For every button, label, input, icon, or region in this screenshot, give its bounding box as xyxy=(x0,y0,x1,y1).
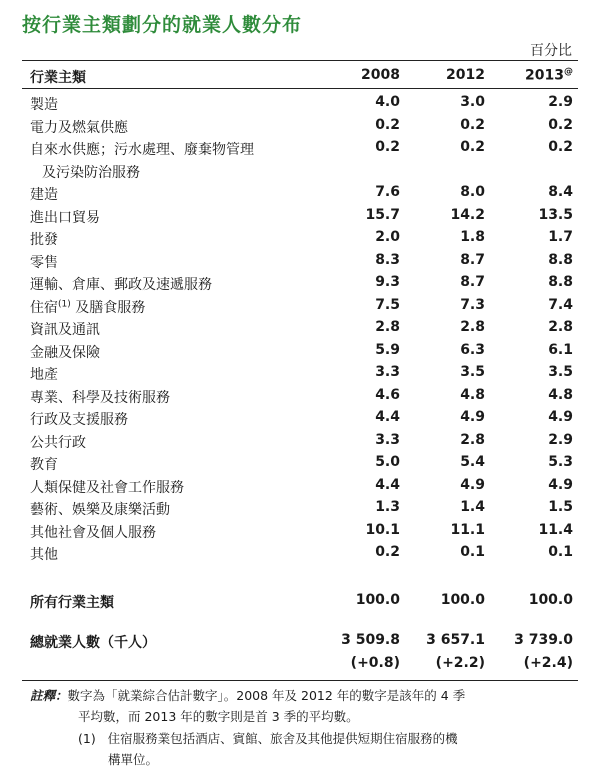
row-label: 製造 xyxy=(30,97,58,113)
note-key: 註釋： xyxy=(30,688,68,703)
row-value-2013: 5.3 xyxy=(548,454,573,470)
row-value-2012: 2.8 xyxy=(460,431,485,448)
row-label: 人類保健及社會工作服務 xyxy=(30,479,184,496)
row-value-2012: 0.2 xyxy=(460,116,485,133)
row-value-2012: 1.4 xyxy=(460,499,485,515)
row-value-2012: 3.0 xyxy=(460,94,485,110)
row-value-2008: 1.3 xyxy=(375,499,400,515)
row-label: 住宿$^{(1)}$ 及膳食服務 xyxy=(30,298,146,316)
row-value-2012: 2.8 xyxy=(460,319,485,335)
total-label: 所有行業主類 xyxy=(30,595,114,611)
row-label: 其他 xyxy=(30,547,58,563)
row-value-2013: 4.9 xyxy=(548,476,573,493)
row-label: 專業、科學及技術服務 xyxy=(30,389,170,406)
row-value-2008: 0.2 xyxy=(375,544,400,560)
unit-label: 百分比 xyxy=(530,43,572,59)
row-value-2008: 15.7 xyxy=(365,206,400,223)
row-value-2008: 5.0 xyxy=(375,454,400,470)
row-label-continued: 及污染防治服務 xyxy=(42,164,140,181)
row-value-2012: 6.3 xyxy=(460,341,485,358)
row-value-2013: 7.4 xyxy=(548,296,573,313)
row-value-2012: 4.9 xyxy=(460,476,485,493)
row-value-2008: 4.6 xyxy=(375,386,400,403)
row-value-2008: 7.5 xyxy=(375,296,400,313)
row-label: 地產 xyxy=(30,367,58,383)
row-label: 自來水供應；污水處理、廢棄物管理 xyxy=(30,142,254,158)
row-value-2008: 5.9 xyxy=(375,341,400,358)
row-label: 批發 xyxy=(30,232,58,248)
row-value-2008: 3.3 xyxy=(375,364,400,380)
row-value-2012: 1.8 xyxy=(460,229,485,245)
row-value-2008: 7.6 xyxy=(375,184,400,200)
grand-value-2012: 3 657.1 xyxy=(426,632,485,648)
grand-total-label: 總就業人數（千人） xyxy=(30,635,156,651)
row-value-2013: 1.7 xyxy=(548,229,573,245)
grand-change-2013: (+2.4) xyxy=(523,655,573,671)
row-label: 教育 xyxy=(30,457,58,473)
footnote-line-2: 構單位。 xyxy=(108,752,159,767)
row-value-2012: 5.4 xyxy=(460,454,485,470)
row-value-2012: 4.8 xyxy=(460,386,485,403)
row-value-2013: 8.8 xyxy=(548,274,573,290)
footnote-line-1: (1) 住宿服務業包括酒店、賓館、旅舍及其他提供短期住宿服務的機 xyxy=(78,731,458,746)
footnote-marker: (1) xyxy=(58,298,71,309)
row-value-2013: 1.5 xyxy=(548,499,573,515)
row-value-2013: 13.5 xyxy=(538,206,573,223)
row-value-2008: 10.1 xyxy=(365,521,400,538)
row-value-2012: 8.7 xyxy=(460,274,485,290)
note-line-2: 平均數，而 2013 年的數字則是首 3 季的平均數。 xyxy=(78,709,359,724)
row-value-2013: 8.4 xyxy=(548,184,573,200)
row-value-2013: 0.2 xyxy=(548,139,573,155)
row-value-2008: 8.3 xyxy=(375,251,400,268)
row-value-2012: 7.3 xyxy=(460,296,485,313)
total-value-2013: 100.0 xyxy=(528,592,573,608)
row-value-2008: 4.4 xyxy=(375,476,400,493)
row-value-2008: 4.4 xyxy=(375,409,400,425)
row-label: 金融及保險 xyxy=(30,344,100,361)
row-label: 藝術、娛樂及康樂活動 xyxy=(30,502,170,518)
row-value-2012: 4.9 xyxy=(460,409,485,425)
row-label: 進出口貿易 xyxy=(30,209,100,226)
row-value-2013: 2.8 xyxy=(548,319,573,335)
row-label: 零售 xyxy=(30,254,58,271)
total-value-2012: 100.0 xyxy=(440,592,485,608)
row-value-2012: 8.0 xyxy=(460,184,485,200)
column-header-2008: 2008 xyxy=(361,67,400,83)
row-value-2013: 0.1 xyxy=(548,544,573,560)
row-value-2008: 3.3 xyxy=(375,431,400,448)
grand-value-2013: 3 739.0 xyxy=(514,632,573,648)
row-label: 建造 xyxy=(30,187,58,203)
row-value-2013: 11.4 xyxy=(538,521,573,538)
row-value-2012: 11.1 xyxy=(450,521,485,538)
row-value-2013: 8.8 xyxy=(548,251,573,268)
row-value-2013: 0.2 xyxy=(548,116,573,133)
row-value-2013: 4.9 xyxy=(548,409,573,425)
row-value-2008: 0.2 xyxy=(375,139,400,155)
row-value-2012: 0.2 xyxy=(460,139,485,155)
row-value-2008: 2.0 xyxy=(375,229,400,245)
row-value-2008: 4.0 xyxy=(375,94,400,110)
row-value-2013: 3.5 xyxy=(548,364,573,380)
row-value-2013: 2.9 xyxy=(548,431,573,448)
column-header-2013: 2013@ xyxy=(525,67,573,84)
row-value-2008: 2.8 xyxy=(375,319,400,335)
column-header-industry: 行業主類 xyxy=(30,70,86,86)
row-value-2012: 8.7 xyxy=(460,251,485,268)
row-value-2012: 0.1 xyxy=(460,544,485,560)
column-header-2012: 2012 xyxy=(446,67,485,83)
grand-value-2008: 3 509.8 xyxy=(341,632,400,648)
row-value-2012: 14.2 xyxy=(450,206,485,223)
row-value-2013: 4.8 xyxy=(548,386,573,403)
header-top-rule xyxy=(22,60,578,61)
row-value-2012: 3.5 xyxy=(460,364,485,380)
page-title: 按行業主類劃分的就業人數分布 xyxy=(22,14,303,36)
row-label: 資訊及通訊 xyxy=(30,322,100,338)
grand-change-2008: (+0.8) xyxy=(350,655,400,671)
row-label: 行政及支援服務 xyxy=(30,412,128,428)
row-label: 電力及燃氣供應 xyxy=(30,119,128,136)
row-value-2008: 9.3 xyxy=(375,274,400,290)
row-label: 運輸、倉庫、郵政及速遞服務 xyxy=(30,277,212,293)
grand-change-2012: (+2.2) xyxy=(435,655,485,671)
header-bottom-rule xyxy=(22,88,578,89)
row-value-2008: 0.2 xyxy=(375,116,400,133)
total-value-2008: 100.0 xyxy=(355,592,400,608)
row-value-2013: 6.1 xyxy=(548,341,573,358)
note-line-1: 註釋：數字為「就業綜合估計數字」。2008 年及 2012 年的數字是該年的 4 季 xyxy=(30,688,466,703)
row-label: 其他社會及個人服務 xyxy=(30,524,156,541)
row-value-2013: 2.9 xyxy=(548,94,573,110)
row-label: 公共行政 xyxy=(30,434,86,451)
footer-rule xyxy=(22,680,578,681)
